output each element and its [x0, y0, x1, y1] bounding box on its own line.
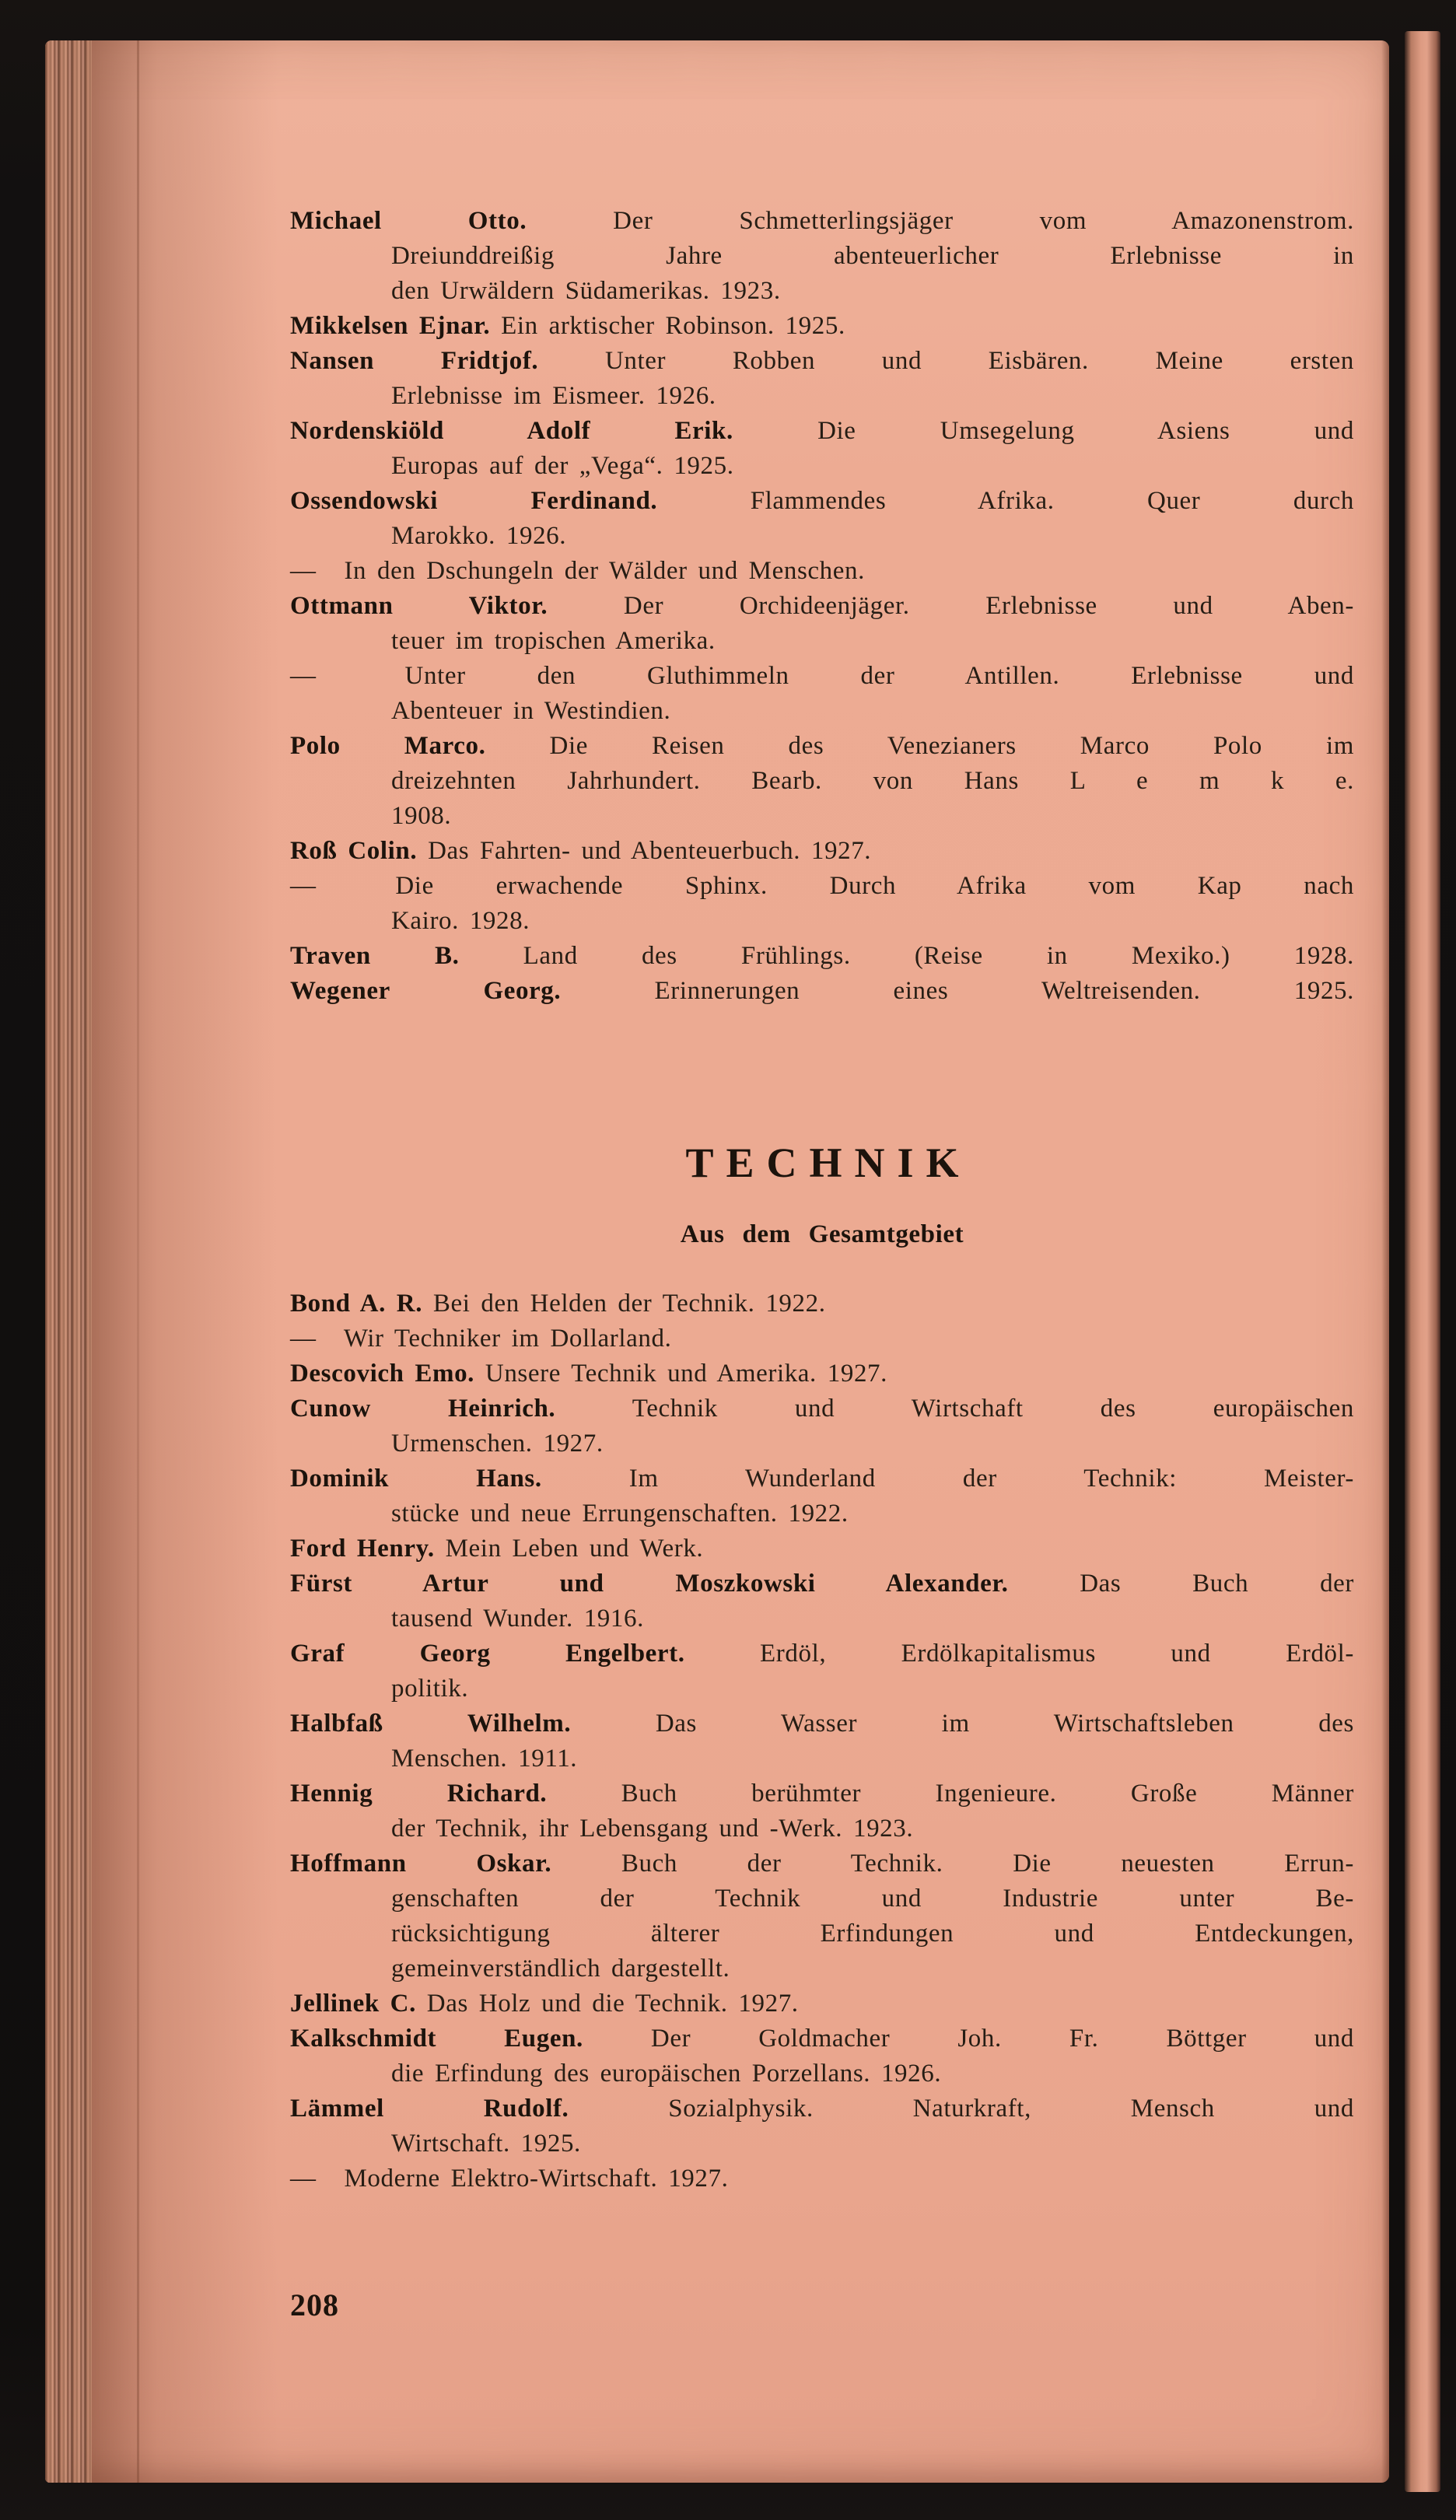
entry-line: Urmenschen. 1927.: [391, 1430, 604, 1458]
entry-author: Kalkschmidt Eugen.: [290, 2025, 583, 2053]
entry-author: Cunow Heinrich.: [290, 1395, 556, 1423]
bibliography-entry: [290, 1461, 1354, 1531]
entry-line: Traven B. Land des Frühlings. (Reise in Mexiko.) 1928.: [290, 942, 1355, 970]
book-page: [45, 40, 1389, 2483]
entry-author: Polo Marco.: [290, 732, 486, 760]
entry-author: —: [290, 872, 317, 900]
bibliography-entry: [290, 1531, 1354, 1566]
entry-line: teuer im tropischen Amerika.: [391, 627, 716, 655]
entry-line: Bond A. R. Bei den Helden der Technik. 1922.: [290, 1290, 826, 1318]
entry-line: Dominik Hans. Im Wunderland der Technik: Meister-: [290, 1465, 1354, 1493]
entry-line: Erlebnisse im Eismeer. 1926.: [391, 382, 716, 410]
entry-line: Ottmann Viktor. Der Orchideenjäger. Erlebnisse und Aben-: [290, 592, 1354, 620]
entry-line: die Erfindung des europäischen Porzellans. 1926.: [391, 2060, 942, 2088]
entry-author: Roß Colin.: [290, 837, 418, 865]
bibliography-entry: [290, 1286, 1354, 1321]
entry-author: Graf Georg Engelbert.: [290, 1640, 685, 1668]
entry-author: Nansen Fridtjof.: [290, 347, 539, 375]
entry-line: — Die erwachende Sphinx. Durch Afrika vom Kap nach: [290, 872, 1354, 900]
bibliography-entry: [290, 414, 1354, 484]
entry-list: [290, 204, 1354, 1009]
entry-author: Jellinek C.: [290, 1990, 416, 2018]
entry-line: rücksichtigung älterer Erfindungen und Entdeckungen,: [391, 1920, 1354, 1948]
entry-line: Wegener Georg. Erinnerungen eines Weltreisenden. 1925.: [290, 977, 1354, 1005]
entry-line: Kairo. 1928.: [391, 907, 530, 935]
entry-author: Hennig Richard.: [290, 1780, 548, 1808]
entry-line: — In den Dschungeln der Wälder und Menschen.: [290, 557, 865, 585]
entry-line: Hoffmann Oskar. Buch der Technik. Die neuesten Errun-: [290, 1850, 1354, 1878]
entry-author: Wegener Georg.: [290, 977, 562, 1005]
entry-line: Cunow Heinrich. Technik und Wirtschaft des europäischen: [290, 1395, 1354, 1423]
entry-author: Traven B.: [290, 942, 460, 970]
entry-line: Lämmel Rudolf. Sozialphysik. Naturkraft, Mensch und: [290, 2095, 1354, 2123]
entry-line: politik.: [391, 1675, 469, 1703]
entry-line: tausend Wunder. 1916.: [391, 1605, 644, 1633]
next-page-edge: [1405, 31, 1440, 2492]
entry-line: Graf Georg Engelbert. Erdöl, Erdölkapitalismus und Erdöl-: [290, 1640, 1355, 1668]
entry-line: Polo Marco. Die Reisen des Venezianers Marco Polo im: [290, 732, 1354, 760]
bibliography-entry: [290, 1706, 1354, 1776]
bibliography-entry: [290, 939, 1354, 974]
entry-author: Michael Otto.: [290, 207, 527, 235]
text-block: [290, 204, 1354, 2196]
entry-author: Hoffmann Oskar.: [290, 1850, 552, 1878]
section-subheading: Aus dem Gesamtgebiet: [680, 1220, 964, 1248]
entry-author: Lämmel Rudolf.: [290, 2095, 569, 2123]
entry-line: Nordenskiöld Adolf Erik. Die Umsegelung Asiens und: [290, 417, 1354, 445]
bibliography-entry: [290, 1391, 1354, 1461]
bibliography-entry: [290, 2091, 1354, 2161]
entry-author: Ford Henry.: [290, 1535, 435, 1563]
entry-list: [290, 1286, 1354, 2196]
bibliography-entry: [290, 1776, 1354, 1846]
entry-line: Wirtschaft. 1925.: [391, 2130, 581, 2158]
bibliography-entry: [290, 1846, 1354, 1986]
entry-line: den Urwäldern Südamerikas. 1923.: [391, 277, 781, 305]
entry-line: Halbfaß Wilhelm. Das Wasser im Wirtschaftsleben des: [290, 1710, 1354, 1738]
entry-author: —: [290, 662, 317, 690]
bibliography-entry: [290, 204, 1354, 309]
bibliography-entry: [290, 554, 1354, 589]
bibliography-entry: [290, 1321, 1354, 1356]
section-heading: TECHNIK: [685, 1139, 971, 1186]
entry-line: Ossendowski Ferdinand. Flammendes Afrika. Quer durch: [290, 487, 1354, 515]
bibliography-entry: [290, 1986, 1354, 2021]
entry-line: Dreiunddreißig Jahre abenteuerlicher Erlebnisse in: [391, 242, 1354, 270]
entry-author: Ossendowski Ferdinand.: [290, 487, 658, 515]
entry-line: Europas auf der „Vega“. 1925.: [391, 452, 734, 480]
bibliography-entry: [290, 869, 1354, 939]
entry-author: Dominik Hans.: [290, 1465, 542, 1493]
bibliography-entry: [290, 2021, 1354, 2091]
bibliography-entry: [290, 1566, 1354, 1636]
bibliography-entry: [290, 1636, 1354, 1706]
entry-author: —: [290, 2165, 317, 2193]
entry-line: Mikkelsen Ejnar. Ein arktischer Robinson. 1925.: [290, 312, 845, 340]
entry-author: Bond A. R.: [290, 1290, 423, 1318]
bibliography-entry: [290, 309, 1354, 344]
entry-line: stücke und neue Errungenschaften. 1922.: [391, 1500, 849, 1528]
entry-author: —: [290, 1325, 317, 1353]
entry-author: Mikkelsen Ejnar.: [290, 312, 491, 340]
entry-line: 1908.: [391, 802, 452, 830]
entry-author: —: [290, 557, 317, 585]
entry-line: Nansen Fridtjof. Unter Robben und Eisbären. Meine ersten: [290, 347, 1354, 375]
gutter-shadow: [92, 40, 278, 2483]
bibliography-entry: [290, 344, 1354, 414]
entry-line: Marokko. 1926.: [391, 522, 567, 550]
entry-line: Ford Henry. Mein Leben und Werk.: [290, 1535, 704, 1563]
book-binding-edge: [45, 40, 92, 2483]
entry-line: dreizehnten Jahrhundert. Bearb. von Hans L e m k e.: [391, 767, 1354, 795]
entry-line: der Technik, ihr Lebensgang und -Werk. 1923.: [391, 1815, 914, 1843]
entry-line: genschaften der Technik und Industrie unter Be-: [391, 1885, 1354, 1913]
bibliography-entry: [290, 834, 1354, 869]
entry-author: Ottmann Viktor.: [290, 592, 548, 620]
entry-line: — Unter den Gluthimmeln der Antillen. Erlebnisse und: [290, 662, 1354, 690]
page-crease: [137, 40, 139, 2483]
entry-line: gemeinverständlich dargestellt.: [391, 1955, 730, 1983]
bibliography-section: [290, 204, 1354, 1009]
bibliography-entry: [290, 2161, 1354, 2196]
entry-line: Roß Colin. Das Fahrten- und Abenteuerbuch. 1927.: [290, 837, 872, 865]
entry-line: Fürst Artur und Moszkowski Alexander. Das Buch der: [290, 1570, 1354, 1598]
bibliography-entry: [290, 484, 1354, 554]
page-number: 208: [290, 2287, 339, 2322]
entry-line: Michael Otto. Der Schmetterlingsjäger vom Amazonenstrom.: [290, 207, 1354, 235]
bibliography-entry: [290, 1356, 1354, 1391]
bibliography-entry: [290, 729, 1354, 834]
bibliography-entry: [290, 589, 1354, 659]
entry-line: Jellinek C. Das Holz und die Technik. 1927.: [290, 1990, 799, 2018]
entry-author: Halbfaß Wilhelm.: [290, 1710, 572, 1738]
entry-line: Descovich Emo. Unsere Technik und Amerika. 1927.: [290, 1360, 888, 1388]
entry-line: Menschen. 1911.: [391, 1745, 578, 1773]
entry-line: Kalkschmidt Eugen. Der Goldmacher Joh. Fr. Böttger und: [290, 2025, 1355, 2053]
bibliography-section: [290, 1139, 1354, 2196]
entry-line: — Wir Techniker im Dollarland.: [290, 1325, 672, 1353]
entry-author: Descovich Emo.: [290, 1360, 475, 1388]
entry-author: Fürst Artur und Moszkowski Alexander.: [290, 1570, 1009, 1598]
bibliography-entry: [290, 659, 1354, 729]
bibliography-entry: [290, 974, 1354, 1009]
entry-line: Hennig Richard. Buch berühmter Ingenieure. Große Männer: [290, 1780, 1354, 1808]
entry-author: Nordenskiöld Adolf Erik.: [290, 417, 733, 445]
entry-line: — Moderne Elektro-Wirtschaft. 1927.: [290, 2165, 729, 2193]
entry-line: Abenteuer in Westindien.: [391, 697, 671, 725]
